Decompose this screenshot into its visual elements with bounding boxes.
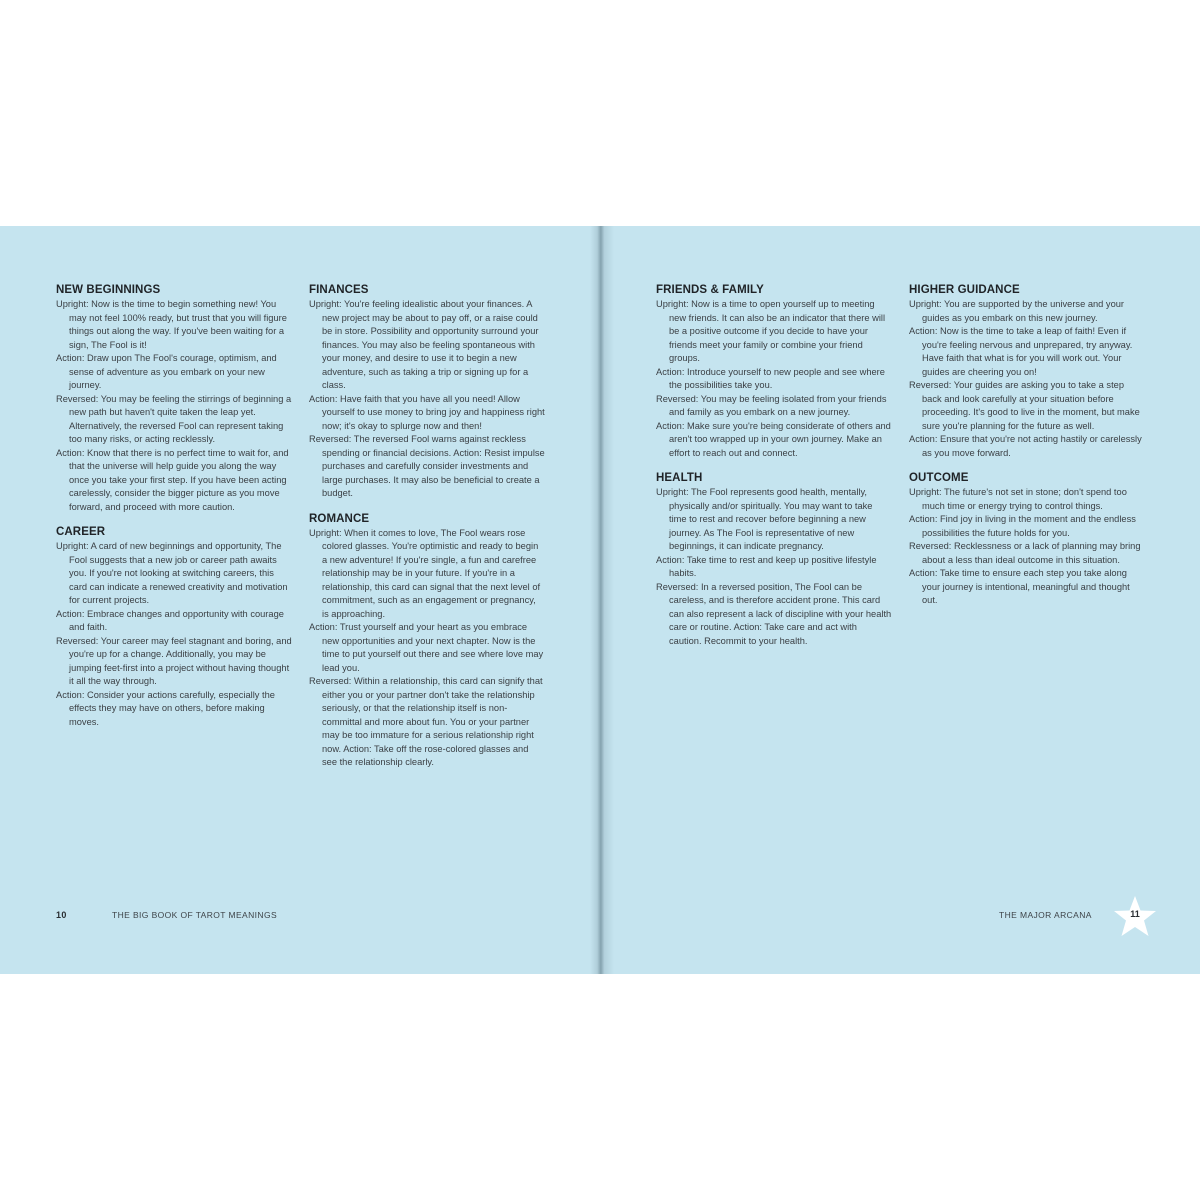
section-heading: HEALTH xyxy=(656,472,703,484)
section-heading: FINANCES xyxy=(309,284,369,296)
section-heading: OUTCOME xyxy=(909,472,969,484)
meaning-paragraph: Action: Consider your actions carefully, especially the effects they may have on others, before making moves. xyxy=(56,689,275,727)
left-running-title: THE BIG BOOK OF TAROT MEANINGS xyxy=(112,910,278,920)
meaning-paragraph: Upright: You're feeling idealistic about your finances. A new project may be about to pay off, or a raise could be in store. Possibility and opportunity surround your finances. You may also be feeling spontaneous with your money, and desire to use it to begin a new adventure, such as taking a trip or signing up for a class. xyxy=(309,299,539,390)
section xyxy=(56,284,292,514)
right-page xyxy=(606,226,1200,974)
meaning-paragraph: Action: Now is the time to take a leap of faith! Even if you're feeling nervous and unprepared, try anyway. Have faith that what is for you will work out. Your guides are cheering you on! xyxy=(909,326,1133,377)
meaning-paragraph: Reversed: In a reversed position, The Fool can be careless, and is therefore accident prone. This card can also represent a lack of discipline with your health care or routine. Action: Take care and act with caution. Recommit to your health. xyxy=(656,581,892,646)
meaning-paragraph: Reversed: You may be feeling isolated from your friends and family as you embark on a new journey. xyxy=(656,393,887,417)
meaning-paragraph: Reversed: Your career may feel stagnant and boring, and you're up for a change. Additionally, you may be jumping feet-first into a project without having thought it all the way through. xyxy=(56,635,292,686)
section xyxy=(656,284,892,460)
book-spread xyxy=(0,226,1200,974)
meaning-paragraph: Action: Ensure that you're not acting hastily or carelessly as you move forward. xyxy=(909,434,1142,458)
meaning-paragraph: Action: Find joy in living in the moment and the endless possibilities the future holds for you. xyxy=(909,514,1136,538)
meaning-paragraph: Action: Draw upon The Fool's courage, optimism, and sense of adventure as you embark on your new journey. xyxy=(56,353,277,390)
meaning-paragraph: Action: Take time to rest and keep up positive lifestyle habits. xyxy=(656,554,877,578)
meaning-paragraph: Upright: Now is a time to open yourself up to meeting new friends. It can also be an indicator that there will be a positive outcome if you decide to have your friends meet your family or combine your friend groups. xyxy=(656,299,886,363)
meaning-paragraph: Action: Take time to ensure each step you take along your journey is intentional, meaningful and thought out. xyxy=(909,568,1130,605)
meaning-paragraph: Reversed: Within a relationship, this card can signify that either you or your partner don't take the relationship seriously, or that the relationship itself is non-committal and more about fun. You or your partner may be too immature for a serious relationship right now. Action: Take off the rose-colored glasses and see the relationship clearly. xyxy=(309,676,543,767)
meaning-paragraph: Upright: A card of new beginnings and opportunity, The Fool suggests that a new job or career path awaits you. If you're not looking at switching careers, this card can indicate a renewed creativity and motivation for current projects. xyxy=(56,541,288,605)
meaning-paragraph: Reversed: You may be feeling the stirrings of beginning a new path but haven't quite taken the leap yet. Alternatively, the reversed Fool can represent taking too many risks, or acting recklessly. xyxy=(56,393,292,444)
section-heading: NEW BEGINNINGS xyxy=(56,284,161,296)
meaning-paragraph: Action: Have faith that you have all you need! Allow yourself to use money to bring joy and happiness right now; it's okay to splurge now and then! xyxy=(309,393,545,431)
meaning-paragraph: Reversed: Recklessness or a lack of planning may bring about a less than ideal outcome in this situation. xyxy=(909,541,1141,565)
meaning-paragraph: Reversed: The reversed Fool warns against reckless spending or financial decisions. Action: Resist impulse purchases and carefully consider investments and large purchases. It may also be beneficial to create a budget. xyxy=(309,434,545,498)
section xyxy=(309,513,545,770)
section xyxy=(56,526,292,729)
section xyxy=(309,284,545,501)
section xyxy=(909,284,1145,460)
meaning-paragraph: Action: Embrace changes and opportunity with courage and faith. xyxy=(56,608,284,632)
left-page-column-2 xyxy=(309,284,545,782)
section-heading: CAREER xyxy=(56,526,106,538)
page-number-star-badge xyxy=(1112,894,1158,940)
right-running-title: THE MAJOR ARCANA xyxy=(999,910,1092,920)
meaning-paragraph: Upright: The future's not set in stone; don't spend too much time or energy trying to control things. xyxy=(909,487,1127,511)
book-gutter-shadow xyxy=(590,226,614,974)
left-page-column-1 xyxy=(56,284,292,741)
meaning-paragraph: Reversed: Your guides are asking you to take a step back and look carefully at your situation before proceeding. It's good to live in the moment, but make sure you're planning for the future as well. xyxy=(909,380,1140,431)
section-heading: HIGHER GUIDANCE xyxy=(909,284,1020,296)
section-heading: ROMANCE xyxy=(309,512,370,525)
meaning-paragraph: Upright: The Fool represents good health, mentally, physically and/or spiritually. You may want to take time to rest and recover before beginning a new journey. As The Fool is representative of new beginnings, it can indicate pregnancy. xyxy=(656,487,873,551)
section xyxy=(656,472,892,648)
section-heading: FRIENDS & FAMILY xyxy=(656,284,764,296)
meaning-paragraph: Action: Make sure you're being considerate of others and aren't too wrapped up in your own journey. Make an effort to reach out and connect. xyxy=(656,420,891,458)
right-page-column-1 xyxy=(656,284,892,660)
meaning-paragraph: Upright: When it comes to love, The Fool wears rose colored glasses. You're optimistic and ready to begin a new adventure! If you're single, a fun and carefree relationship may be in your future. If you're in a relationship, this card can signal that the next level of commitment, such as an engagement or pregnancy, is approaching. xyxy=(309,527,541,619)
left-page xyxy=(0,226,598,974)
meaning-paragraph: Action: Trust yourself and your heart as you embrace new opportunities and your next chapter. Now is the time to put yourself out there and see where love may lead you. xyxy=(309,622,544,673)
section xyxy=(909,472,1145,608)
right-page-column-2 xyxy=(909,284,1145,620)
meaning-paragraph: Upright: Now is the time to begin something new! You may not feel 100% ready, but trust that you will figure things out along the way. If you've been waiting for a sign, The Fool is it! xyxy=(56,299,287,350)
meaning-paragraph: Action: Know that there is no perfect time to wait for, and that the universe will help guide you along the way once you take your first step. If you have been acting carelessly, consider the bigger picture as you move forward, and proceed with more caution. xyxy=(56,447,289,512)
meaning-paragraph: Action: Introduce yourself to new people and see where the possibilities take you. xyxy=(656,366,885,390)
meaning-paragraph: Upright: You are supported by the universe and your guides as you embark on this new journey. xyxy=(909,299,1125,323)
left-page-number: 10 xyxy=(56,910,67,920)
right-page-number: 11 xyxy=(1130,909,1140,919)
